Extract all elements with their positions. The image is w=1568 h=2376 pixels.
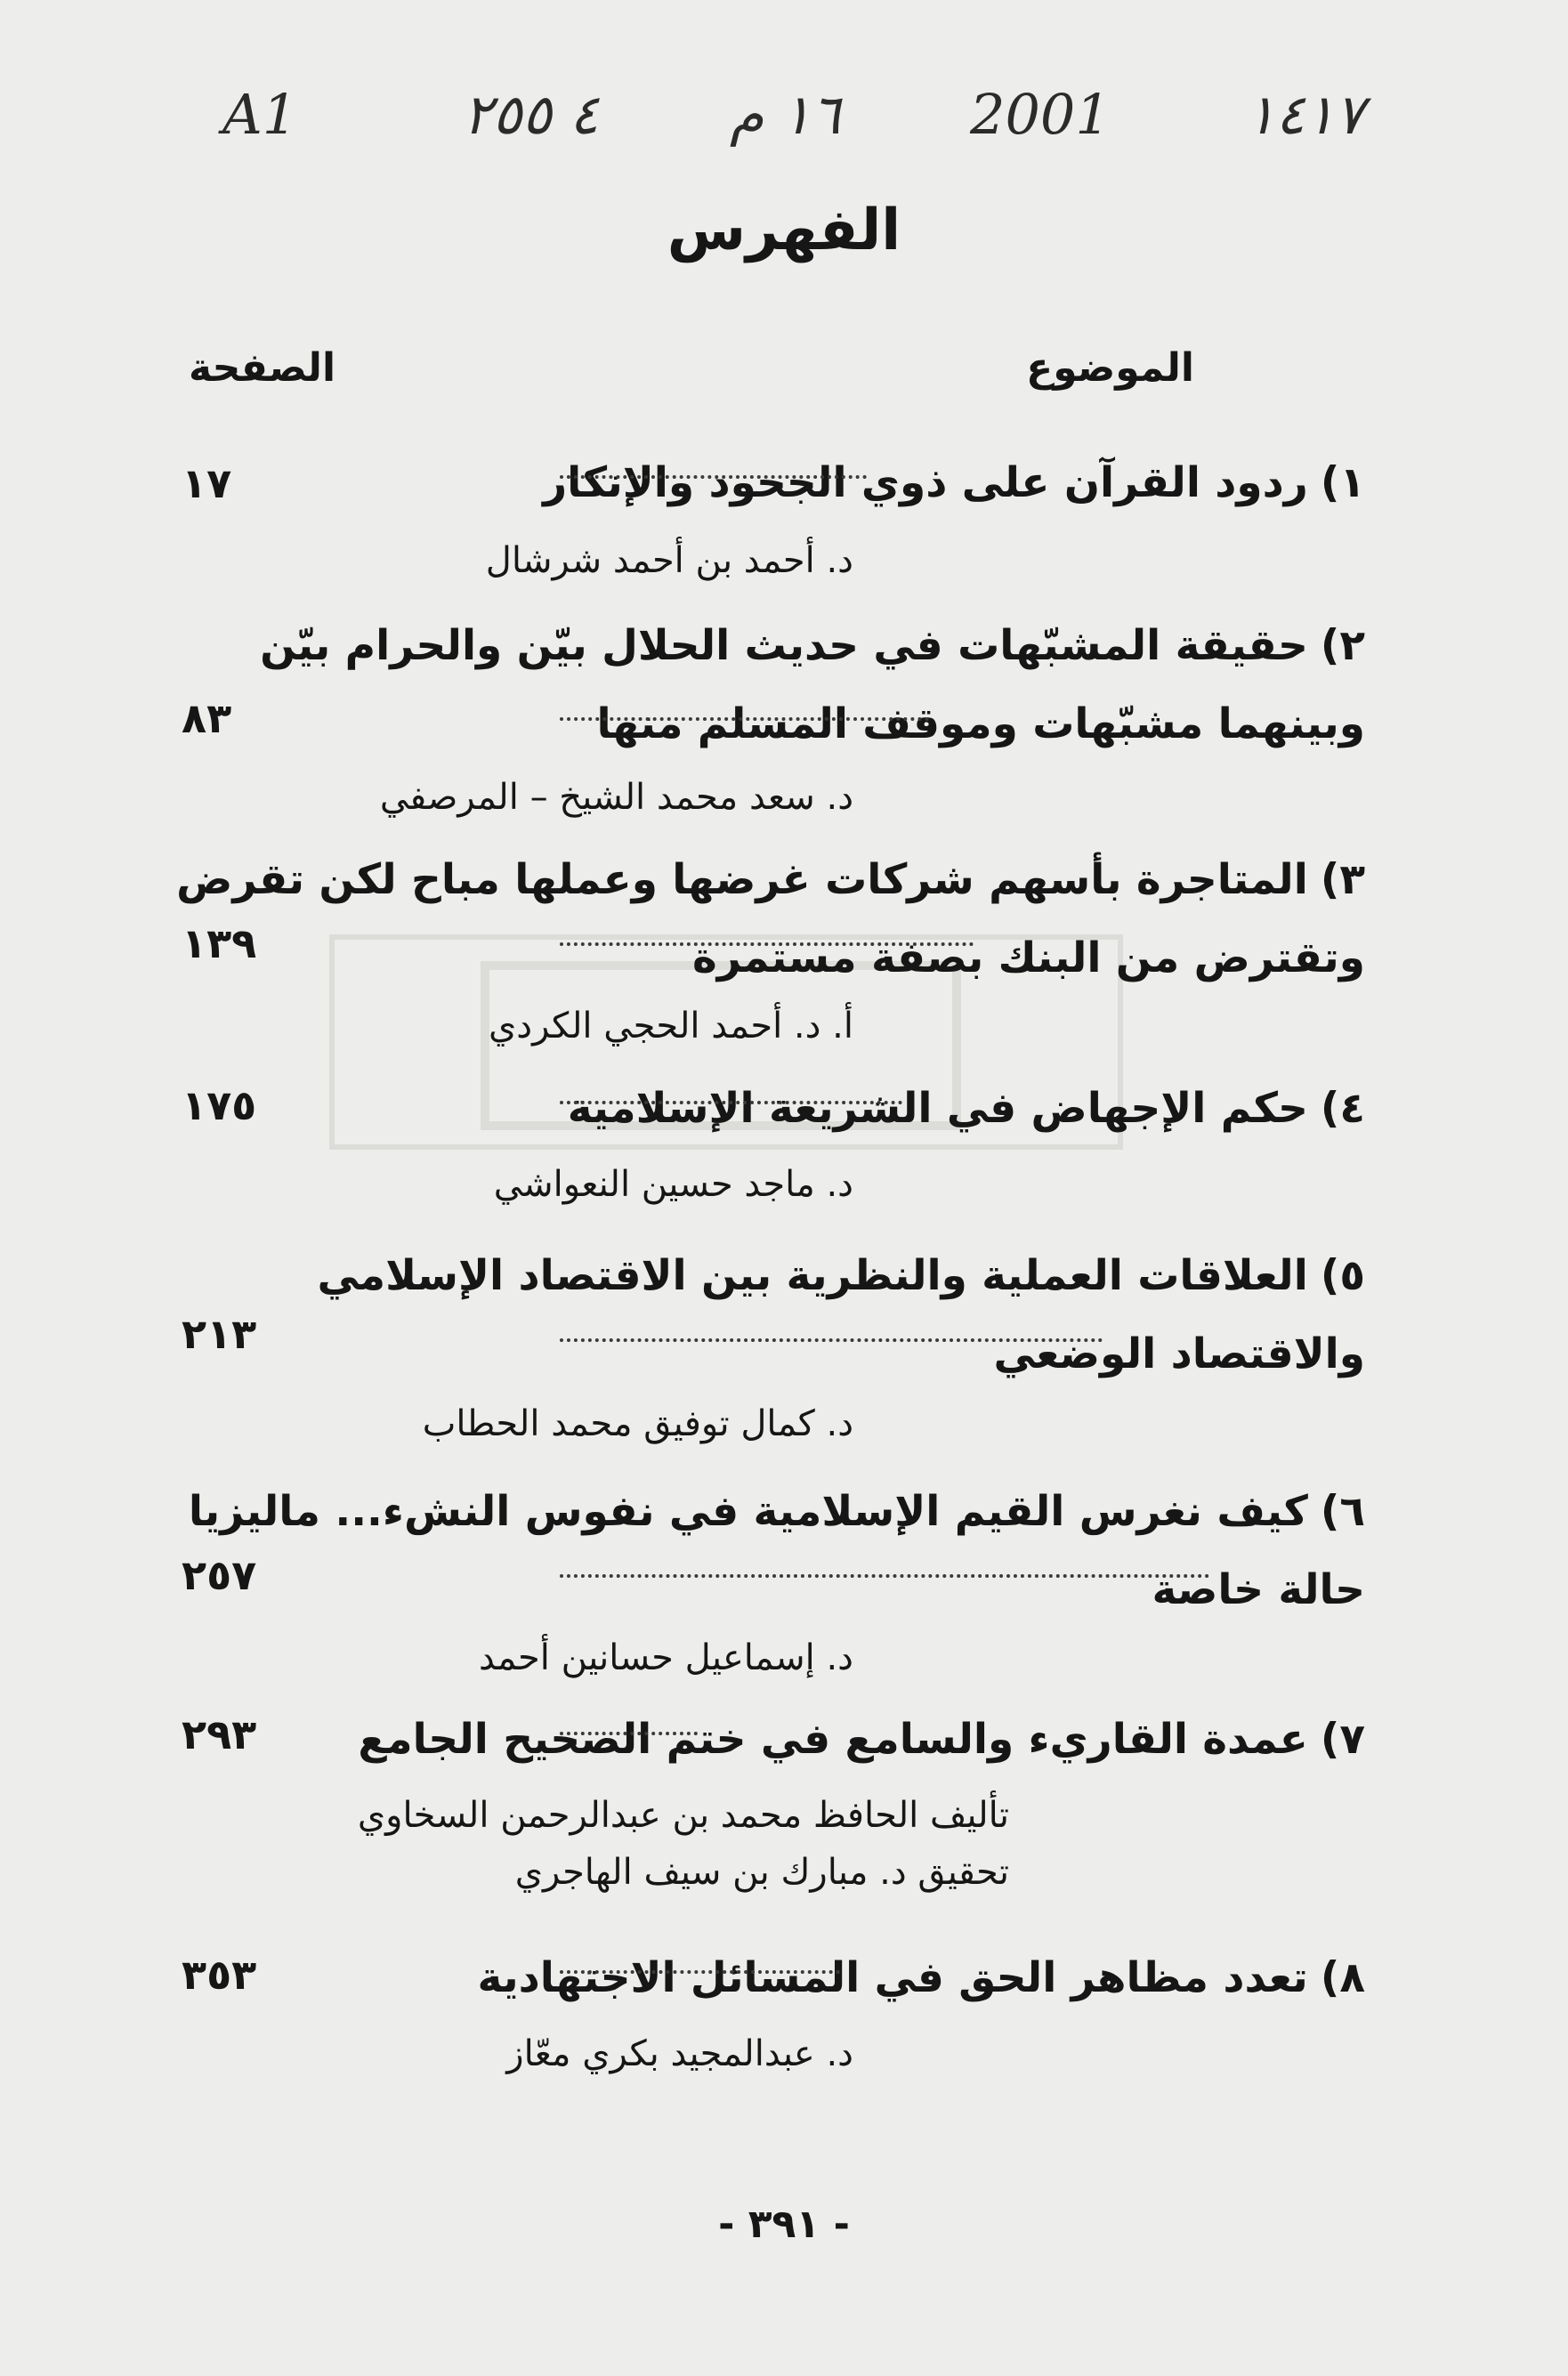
page-column-header: الصفحة bbox=[189, 345, 336, 391]
entry-author: د. سعد محمد الشيخ – المرصفي bbox=[379, 777, 853, 818]
handwritten-note bbox=[222, 82, 1415, 180]
entry-number: ٨) bbox=[1320, 1953, 1365, 2002]
entry-author: د. كمال توفيق محمد الحطاب bbox=[422, 1403, 853, 1444]
entry-title-line: كيف نغرس القيم الإسلامية في نفوس النشء... ماليزيا bbox=[188, 1487, 1308, 1536]
entry-title bbox=[182, 1940, 1365, 2016]
entry-author: د. أحمد بن أحمد شرشال bbox=[485, 540, 853, 581]
dot-leader bbox=[560, 1569, 1209, 1578]
entry-page-number: ٨٣ bbox=[182, 694, 232, 742]
entry-author: تحقيق د. مبارك بن سيف الهاجري bbox=[514, 1852, 1009, 1893]
entry-number: ٦) bbox=[1320, 1487, 1365, 1536]
dot-leader bbox=[560, 470, 867, 479]
entry-title bbox=[182, 1701, 1365, 1778]
entry-title bbox=[182, 1473, 1365, 1551]
entry-title-line: وتقترض من البنك بصفة مستمرة bbox=[692, 933, 1365, 982]
entry-page-number: ١٣٩ bbox=[182, 919, 257, 967]
page-number: - ٣٩١ - bbox=[718, 2202, 850, 2247]
entry-title-line: والاقتصاد الوضعي bbox=[993, 1329, 1365, 1378]
entry-title bbox=[182, 1237, 1365, 1315]
dot-leader bbox=[560, 937, 974, 946]
entry-title-line: حالة خاصة bbox=[1152, 1565, 1365, 1614]
dot-leader bbox=[560, 1726, 698, 1735]
entry-number: ٧) bbox=[1320, 1715, 1365, 1764]
entry-title-line: ردود القرآن على ذوي الجحود والإنكار bbox=[543, 458, 1308, 507]
entry-title-line: وبينهما مشبّهات وموقف المسلم منها bbox=[596, 699, 1365, 748]
handwritten-code: A1 bbox=[222, 82, 298, 147]
toc-entry bbox=[182, 1473, 1365, 1695]
entry-author: د. عبدالمجيد بكري معّاز bbox=[506, 2033, 853, 2074]
entry-title-line: حكم الإجهاض في الشريعة الإسلامية bbox=[567, 1084, 1308, 1133]
entry-title-line: تعدد مظاهر الحق في المسائل الاجتهادية bbox=[477, 1953, 1308, 2002]
entry-number: ٤) bbox=[1320, 1084, 1365, 1133]
entry-title-line: عمدة القاريء والسامع في ختم الصحيح الجامع bbox=[358, 1715, 1308, 1764]
handwritten-year-hijri: ١٤١٧ bbox=[1246, 82, 1365, 147]
entry-page-number: ٢٥٧ bbox=[182, 1551, 257, 1599]
entry-author: د. ماجد حسين النعواشي bbox=[493, 1164, 853, 1205]
dot-leader bbox=[560, 1333, 1103, 1342]
toc-entry bbox=[182, 1701, 1365, 1924]
handwritten-year-gregorian: 2001 bbox=[970, 82, 1111, 147]
handwritten-volume: ٤ ٢٥٥ bbox=[463, 82, 599, 147]
toc-entry bbox=[182, 1940, 1365, 2091]
entry-title-continuation bbox=[182, 1551, 1365, 1629]
entry-author: أ. د. أحمد الحجي الكردي bbox=[488, 1006, 853, 1047]
handwritten-issue: ١٦ م bbox=[730, 82, 841, 147]
entry-title-continuation bbox=[182, 1315, 1365, 1394]
entry-title-line: المتاجرة بأسهم شركات غرضها وعملها مباح لكن تقرض bbox=[176, 855, 1308, 904]
dot-leader bbox=[560, 1965, 840, 1974]
entry-page-number: ٢٩٣ bbox=[182, 1710, 257, 1758]
entry-page-number: ٢١٣ bbox=[182, 1310, 257, 1358]
entry-page-number: ١٧٥ bbox=[182, 1081, 257, 1129]
toc-entry bbox=[182, 1237, 1365, 1459]
toc-entry bbox=[182, 607, 1365, 829]
page-title: الفهرس bbox=[667, 198, 901, 263]
toc-entry bbox=[182, 1071, 1365, 1222]
entry-title-line: العلاقات العملية والنظرية بين الاقتصاد الإسلامي bbox=[317, 1251, 1308, 1300]
entry-author: تأليف الحافظ محمد بن عبدالرحمن السخاوي bbox=[357, 1795, 1009, 1836]
dot-leader bbox=[560, 712, 929, 721]
entry-page-number: ١٧ bbox=[182, 459, 232, 507]
subject-column-header: الموضوع bbox=[1026, 345, 1194, 391]
entry-number: ٣) bbox=[1320, 855, 1365, 904]
dot-leader bbox=[560, 1095, 902, 1104]
entry-title-line: حقيقة المشبّهات في حديث الحلال بيّن والحرام بيّن bbox=[260, 621, 1308, 670]
toc-entry bbox=[182, 445, 1365, 596]
entry-page-number: ٣٥٣ bbox=[182, 1951, 257, 1999]
entry-title bbox=[182, 445, 1365, 521]
entry-title bbox=[182, 607, 1365, 685]
entry-number: ٥) bbox=[1320, 1251, 1365, 1300]
entry-title-continuation bbox=[182, 919, 1365, 998]
entry-title bbox=[182, 1071, 1365, 1147]
entry-title-continuation bbox=[182, 685, 1365, 764]
entry-number: ١) bbox=[1320, 458, 1365, 507]
entry-author: د. إسماعيل حسانين أحمد bbox=[478, 1637, 853, 1678]
entry-title bbox=[176, 841, 1365, 919]
toc-entry bbox=[176, 841, 1365, 1063]
entry-number: ٢) bbox=[1320, 621, 1365, 670]
